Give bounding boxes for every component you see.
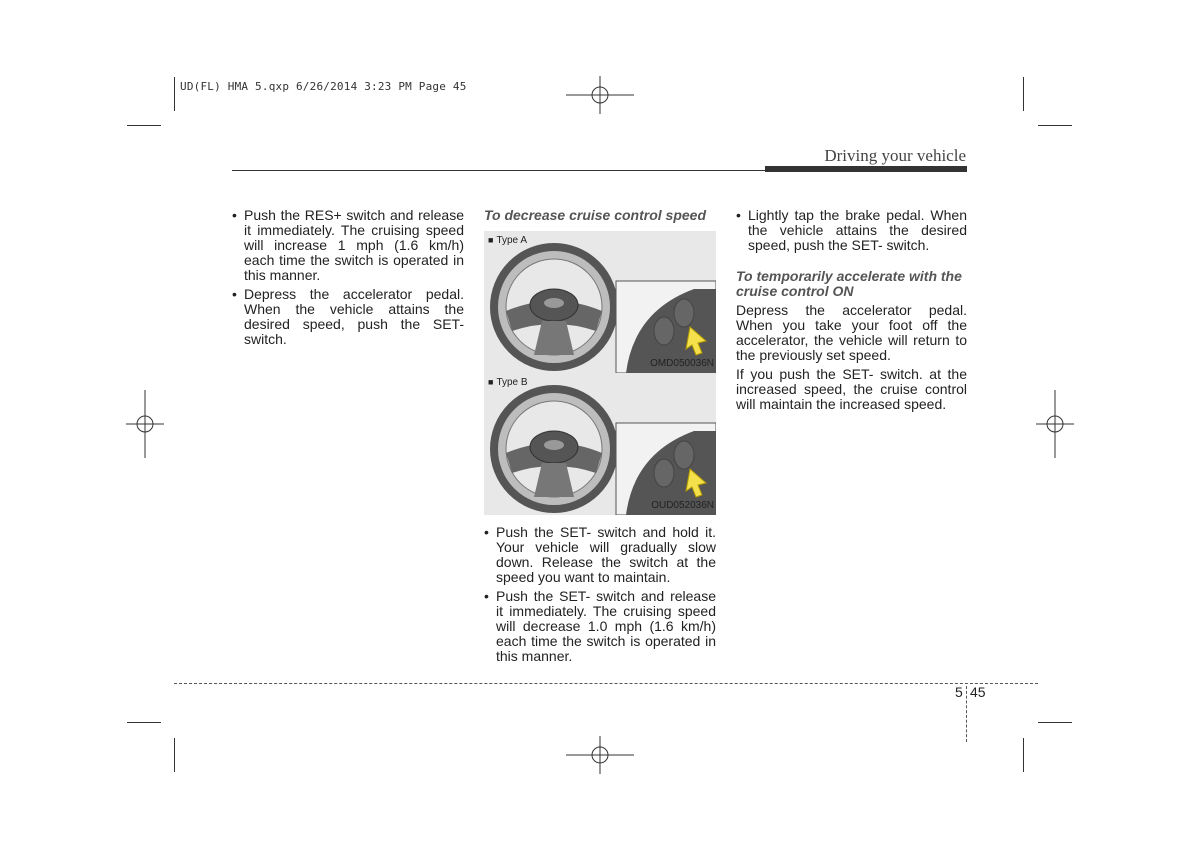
footer-rule: [174, 683, 1038, 684]
header-rule-accent: [765, 166, 967, 172]
crop-mark: [1038, 125, 1072, 126]
figure-code-type-b: OUD052036N: [651, 500, 714, 511]
figure-type-a: [484, 231, 716, 373]
middle-column: [484, 208, 716, 668]
list-item: • Lightly tap the brake pedal. When the vehicle attains the desired speed, push the SET- switch.: [736, 208, 967, 253]
page-number-divider: [966, 686, 967, 742]
list-item: • Push the RES+ switch and release it immediately. The cruising speed will increase 1 mph (1.6 km/h) each time the switch is operated in this manner.: [232, 208, 464, 283]
registration-mark-left: [126, 390, 164, 458]
crop-mark: [174, 738, 175, 772]
figure-label-type-a: ■ Type A: [488, 233, 527, 248]
crop-mark: [174, 77, 175, 111]
list-item: • Depress the accelerator pedal. When the vehicle attains the desired speed, push the SET- switch.: [232, 287, 464, 347]
figure-code-type-a: OMD050036N: [650, 358, 714, 369]
middle-bullet-list: [484, 525, 716, 664]
steering-wheel-illustration: [484, 373, 716, 515]
crop-mark: [1038, 722, 1072, 723]
paragraph: If you push the SET- switch. at the increased speed, the cruise control will maintain the increased speed.: [736, 366, 967, 412]
page-number: 45: [970, 684, 986, 700]
left-bullet-list: [232, 208, 464, 347]
registration-mark-bottom: [566, 736, 634, 774]
section-heading-accelerate: To temporarily accelerate with the cruise control ON: [736, 268, 962, 299]
crop-mark: [1023, 77, 1024, 111]
registration-mark-right: [1036, 390, 1074, 458]
list-item: • Push the SET- switch and hold it. Your vehicle will gradually slow down. Release the switch at the speed you want to maintain.: [484, 525, 716, 585]
crop-mark: [127, 125, 161, 126]
section-heading-decrease: To decrease cruise control speed: [484, 207, 707, 223]
list-item: • Push the SET- switch and release it immediately. The cruising speed will decrease 1.0 mph (1.6 km/h) each time the switch is operated in this manner.: [484, 589, 716, 664]
right-column: [736, 208, 967, 416]
crop-mark: [1023, 738, 1024, 772]
page-header-title: Driving your vehicle: [824, 146, 966, 165]
registration-mark-top: [566, 76, 634, 114]
figure-label-type-b: ■ Type B: [488, 375, 528, 390]
figure-type-b: [484, 373, 716, 515]
print-slug: UD(FL) HMA 5.qxp 6/26/2014 3:23 PM Page 45: [180, 80, 467, 93]
left-column: [232, 208, 464, 351]
section-number: 5: [955, 684, 963, 700]
steering-wheel-illustration: [484, 231, 716, 373]
crop-mark: [127, 722, 161, 723]
paragraph: Depress the accelerator pedal. When you take your foot off the accelerator, the vehicle will return to the previously set speed.: [736, 302, 967, 363]
right-bullet-list: [736, 208, 967, 253]
